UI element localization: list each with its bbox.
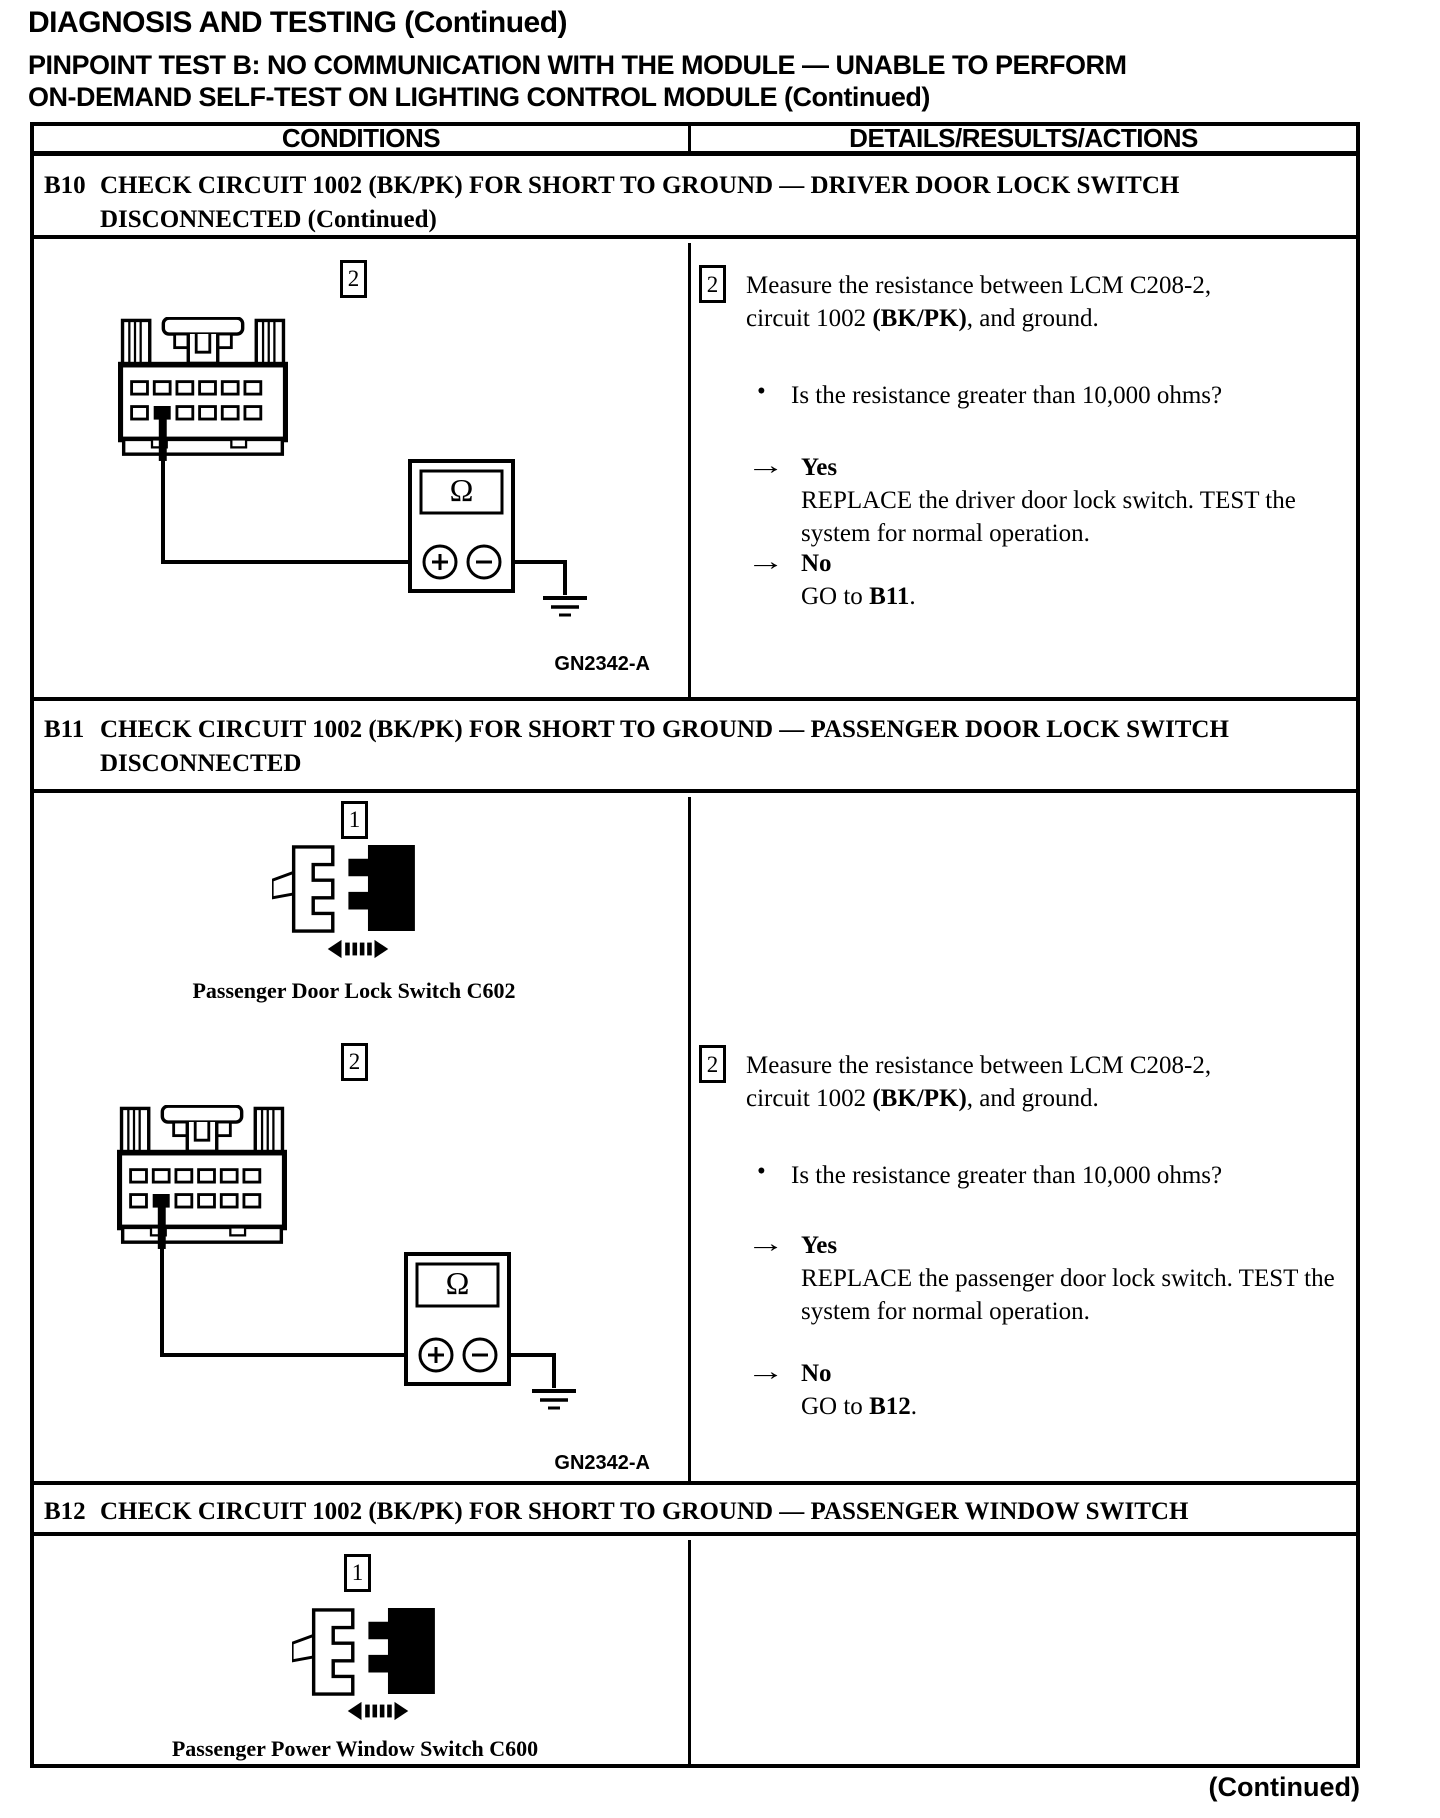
pinpoint-test-heading-line1: PINPOINT TEST B: NO COMMUNICATION WITH THE MODULE — UNABLE TO PERFORM: [28, 50, 1127, 80]
no-action: GO to B12.: [801, 1393, 917, 1420]
no-action: GO to B11.: [801, 583, 916, 610]
b10-title: CHECK CIRCUIT 1002 (BK/PK) FOR SHORT TO GROUND — DRIVER DOOR LOCK SWITCH DISCONNECTED (Continued): [100, 172, 1180, 233]
disconnect-arrows-icon: [346, 1700, 410, 1722]
step-1-box: 1: [341, 801, 368, 839]
continued-footer: (Continued): [1208, 1772, 1360, 1802]
b12-title: CHECK CIRCUIT 1002 (BK/PK) FOR SHORT TO GROUND — PASSENGER WINDOW SWITCH: [100, 1498, 1189, 1525]
ground-icon: [532, 1391, 576, 1408]
no-label: No: [801, 550, 832, 577]
no-label: No: [801, 1360, 832, 1387]
bullet-icon: •: [757, 1158, 766, 1185]
figure-label: GN2342-A: [554, 653, 650, 675]
b11-title-row: [34, 705, 1356, 793]
result-arrow-icon: →: [746, 451, 785, 480]
ohm-symbol: Ω: [445, 1265, 470, 1301]
wire-path: [34, 243, 688, 701]
conditions-header: CONDITIONS: [281, 123, 441, 153]
lcm-connector-diagram: [117, 1105, 287, 1249]
lcm-connector-diagram: [118, 317, 288, 461]
page-title: DIAGNOSIS AND TESTING (Continued): [28, 6, 568, 39]
b11-conditions-cell: [34, 797, 688, 1481]
step-2-box: 2: [699, 1045, 726, 1083]
step-2-box: 2: [699, 265, 726, 303]
step-1-box: 1: [344, 1554, 371, 1592]
b10-id: B10: [44, 172, 86, 199]
pinpoint-test-heading-line2: ON-DEMAND SELF-TEST ON LIGHTING CONTROL MODULE (Continued): [28, 82, 930, 112]
yes-label: Yes: [801, 1232, 838, 1259]
switch-connector-icon: [292, 1608, 437, 1696]
b10-conditions-cell: [34, 243, 688, 697]
b11-content-row: [34, 797, 1356, 1485]
switch-label: Passenger Power Window Switch C600: [171, 1736, 539, 1761]
measure-instruction: Measure the resistance between LCM C208-2, circuit 1002 (BK/PK), and ground.: [746, 1052, 1212, 1112]
result-arrow-icon: →: [746, 1229, 785, 1258]
step-2-box: 2: [340, 260, 367, 298]
b10-details-cell: [691, 243, 1356, 697]
b12-conditions-cell: [34, 1540, 688, 1764]
result-arrow-icon: →: [746, 547, 785, 576]
b12-title-row: [34, 1489, 1356, 1536]
switch-label: Passenger Door Lock Switch C602: [192, 978, 516, 1003]
question-text: Is the resistance greater than 10,000 ohms?: [791, 382, 1223, 409]
bullet-icon: •: [757, 378, 766, 405]
yes-label: Yes: [801, 454, 838, 481]
question-text: Is the resistance greater than 10,000 ohms?: [791, 1162, 1223, 1189]
yes-action: REPLACE the passenger door lock switch. TEST the system for normal operation.: [801, 1265, 1335, 1325]
b10-content-row: [34, 243, 1356, 701]
result-arrow-icon: →: [746, 1357, 785, 1386]
b10-title-row: [34, 161, 1356, 239]
b11-details-cell: [691, 797, 1356, 1481]
b12-content-row: [34, 1540, 1356, 1764]
b12-id: B12: [44, 1498, 86, 1525]
b11-id: B11: [44, 716, 85, 743]
step-2-box: 2: [341, 1043, 368, 1081]
b11-title: CHECK CIRCUIT 1002 (BK/PK) FOR SHORT TO GROUND — PASSENGER DOOR LOCK SWITCH DISCONNECTED: [100, 716, 1229, 777]
b12-details-cell: [691, 1540, 1356, 1764]
measure-instruction: Measure the resistance between LCM C208-2, circuit 1002 (BK/PK), and ground.: [746, 272, 1212, 332]
details-header: DETAILS/RESULTS/ACTIONS: [849, 123, 1198, 153]
yes-action: REPLACE the driver door lock switch. TEST the system for normal operation.: [801, 487, 1296, 547]
ohm-symbol: Ω: [449, 472, 474, 508]
ground-icon: [543, 598, 587, 615]
table-header-row: [34, 123, 1356, 156]
figure-label: GN2342-A: [554, 1452, 650, 1474]
pinpoint-test-table: [30, 122, 1360, 1768]
